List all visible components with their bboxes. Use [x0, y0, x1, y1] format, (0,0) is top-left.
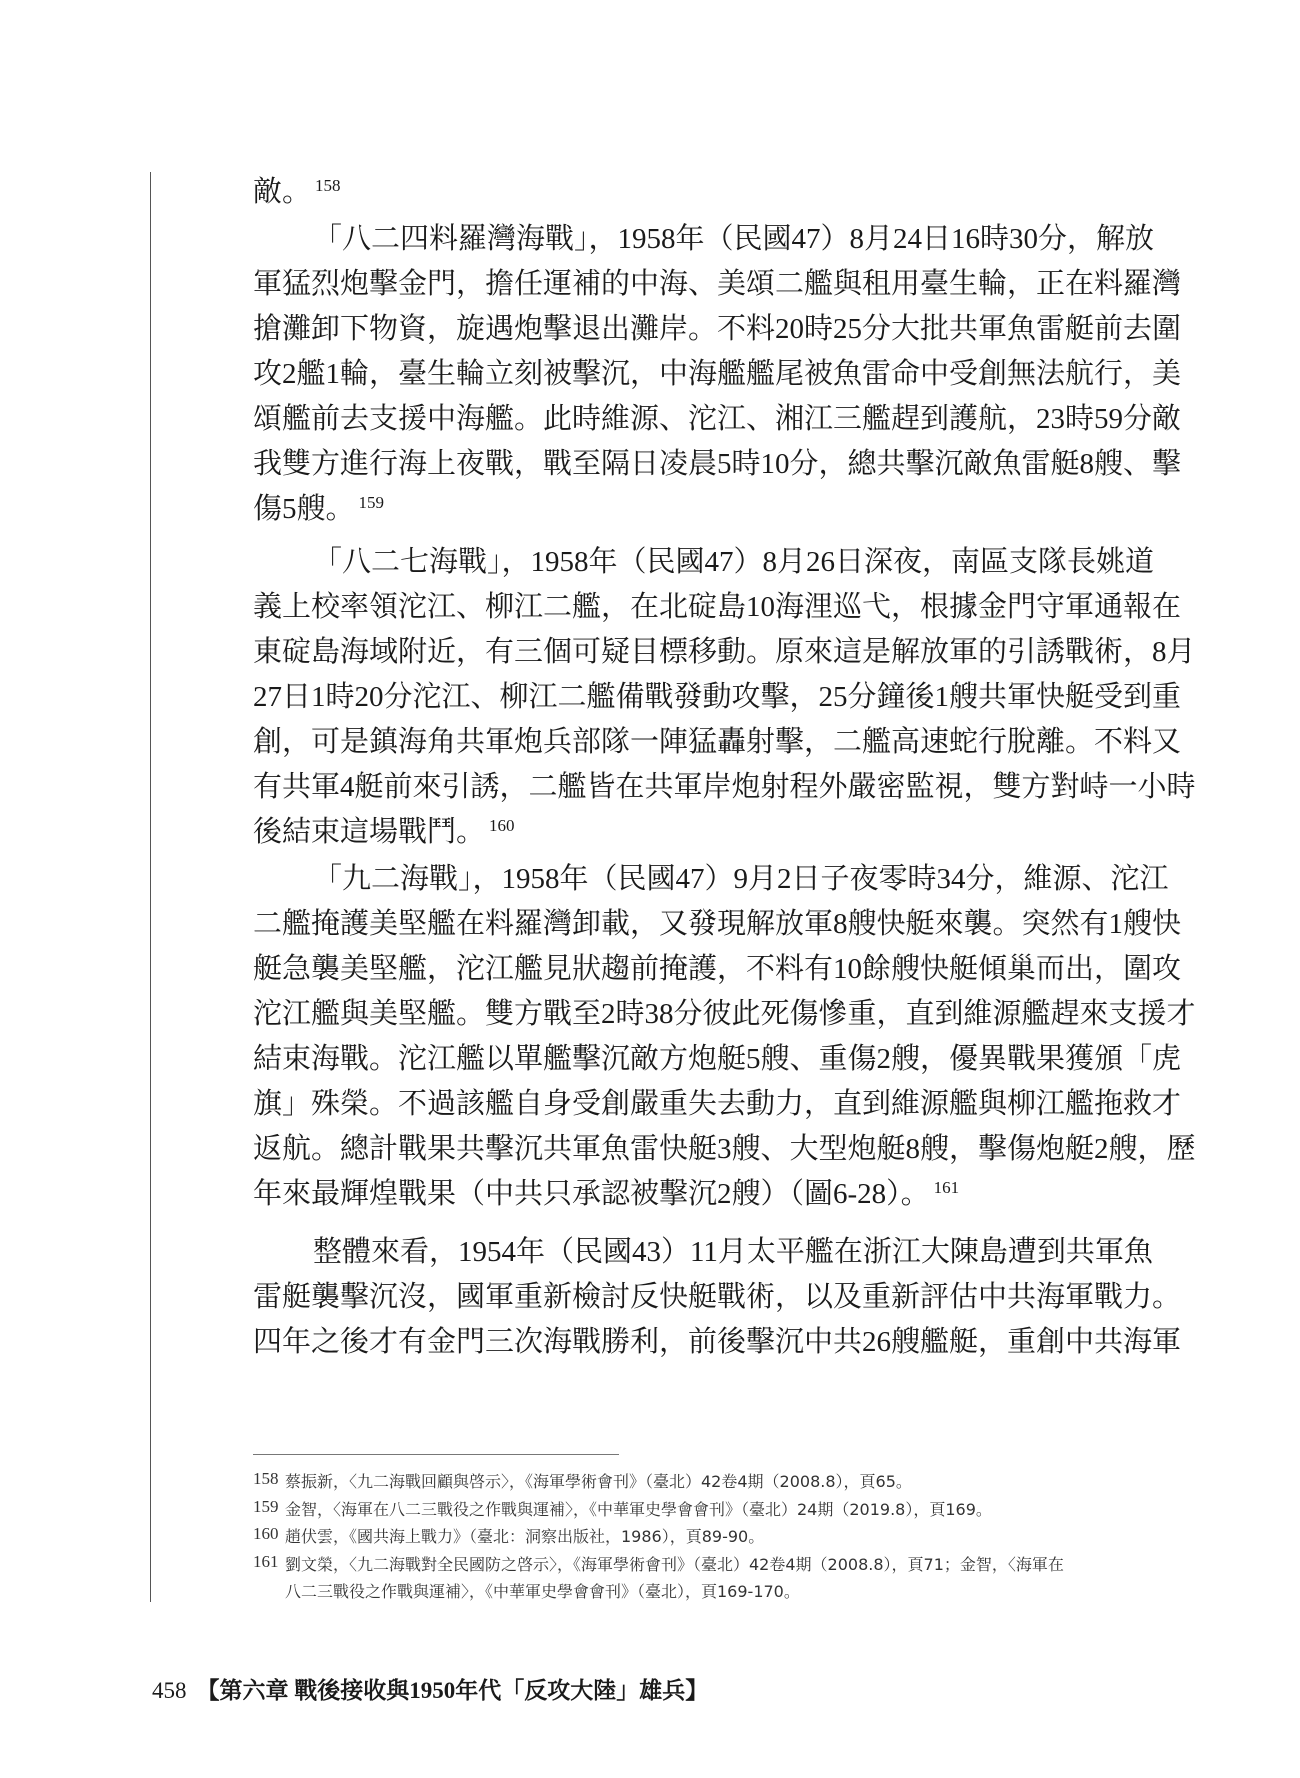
footnotes	[253, 1468, 1133, 1606]
footnote-ref[interactable]: 160	[489, 816, 515, 835]
page-number: 458	[152, 1678, 187, 1703]
text-line: 攻2艦1輪，臺生輪立刻被擊沉，中海艦艦尾被魚雷命中受創無法航行，美	[253, 358, 1182, 390]
text-line: 「八二七海戰」，1958年（民國47）8月26日深夜，南區支隊長姚道	[313, 546, 1155, 578]
text-line: 結束海戰。沱江艦以單艦擊沉敵方炮艇5艘、重傷2艘，優異戰果獲頒「虎	[253, 1043, 1182, 1075]
text-line: 搶灘卸下物資，旋遇炮擊退出灘岸。不料20時25分大批共軍魚雷艇前去圍	[253, 313, 1182, 345]
text-line: 東碇島海域附近，有三個可疑目標移動。原來這是解放軍的引誘戰術，8月	[253, 636, 1196, 668]
text-line: 年來最輝煌戰果（中共只承認被擊沉2艘）（圖6-28）。 $^{161}$	[253, 1178, 960, 1210]
page-footer	[152, 1672, 708, 1705]
text-line: 傷5艘。 $^{159}$	[253, 493, 385, 525]
text-line: 沱江艦與美堅艦。雙方戰至2時38分彼此死傷慘重，直到維源艦趕來支援才	[253, 998, 1196, 1030]
text-line: 義上校率領沱江、柳江二艦，在北碇島10海浬巡弋，根據金門守軍通報在	[253, 591, 1182, 623]
text-line: 27日1時20分沱江、柳江二艦備戰發動攻擊，25分鐘後1艘共軍快艇受到重	[253, 681, 1182, 713]
footnote-ref[interactable]: 158	[315, 176, 341, 195]
text-line: 整體來看，1954年（民國43）11月太平艦在浙江大陳島遭到共軍魚	[313, 1236, 1153, 1268]
text-line: 軍猛烈炮擊金門，擔任運補的中海、美頌二艦與租用臺生輪，正在料羅灣	[253, 268, 1182, 300]
text-line: 我雙方進行海上夜戰，戰至隔日凌晨5時10分，總共擊沉敵魚雷艇8艘、擊	[253, 448, 1182, 480]
text-line: 頌艦前去支援中海艦。此時維源、沱江、湘江三艦趕到護航，23時59分敵	[253, 403, 1182, 435]
footnote-158: 158 蔡振新，〈九二海戰回顧與啓示〉，《海軍學術會刊》（臺北）42卷4期（2008.8），頁65。	[253, 1469, 912, 1491]
text-line: 後結束這場戰鬥。 $^{160}$	[253, 816, 515, 848]
footnote-ref[interactable]: 161	[933, 1178, 960, 1197]
footnote-161: 161 劉文榮，〈九二海戰對全民國防之啓示〉，《海軍學術會刊》（臺北）42卷4期（2008.8），頁71；金智，〈海軍在 八二三戰役之作戰與運補〉，《中華軍史學會會刊》（臺北），頁169-170。	[253, 1551, 1064, 1601]
text-line: 創，可是鎮海角共軍炮兵部隊一陣猛轟射擊，二艦高速蛇行脫離。不料又	[253, 726, 1182, 758]
footnote-divider	[253, 1454, 619, 1455]
paragraph-92-battle	[253, 857, 1196, 1217]
text-line: 四年之後才有金門三次海戰勝利，前後擊沉中共26艘艦艇，重創中共海軍	[253, 1326, 1182, 1358]
footnote-ref[interactable]: 159	[358, 493, 385, 512]
text-line: 雷艇襲擊沉沒，國軍重新檢討反快艇戰術，以及重新評估中共海軍戰力。	[253, 1281, 1182, 1313]
text-line: 艇急襲美堅艦，沱江艦見狀趨前掩護，不料有10餘艘快艇傾巢而出，圍攻	[253, 953, 1182, 985]
text-line: 「九二海戰」，1958年（民國47）9月2日子夜零時34分，維源、沱江	[313, 863, 1169, 895]
paragraph-summary	[253, 1230, 1182, 1365]
paragraph-827-battle	[253, 540, 1196, 855]
text-line: 返航。總計戰果共擊沉共軍魚雷快艇3艘、大型炮艇8艘，擊傷炮艇2艘，歷	[253, 1133, 1196, 1165]
text-line: 敵。 $^{158}$	[253, 176, 341, 208]
footnote-159: 159 金智，〈海軍在八二三戰役之作戰與運補〉，《中華軍史學會會刊》（臺北）24期（2019.8），頁169。	[253, 1496, 992, 1519]
running-head: 【第六章 戰後接收與1950年代「反攻大陸」雄兵】	[196, 1678, 709, 1703]
text-line: 有共軍4艇前來引誘，二艦皆在共軍岸炮射程外嚴密監視，雙方對峙一小時	[253, 771, 1196, 803]
text-line: 二艦掩護美堅艦在料羅灣卸載，又發現解放軍8艘快艇來襲。突然有1艘快	[253, 908, 1182, 940]
paragraph-continuation	[253, 170, 1133, 215]
text-line: 「八二四料羅灣海戰」，1958年（民國47）8月24日16時30分，解放	[313, 223, 1155, 255]
paragraph-824-battle	[253, 217, 1182, 532]
margin-rule	[150, 172, 151, 1602]
text-line: 旗」殊榮。不過該艦自身受創嚴重失去動力，直到維源艦與柳江艦拖救才	[253, 1088, 1182, 1120]
footnote-160: 160 趙伏雲，《國共海上戰力》（臺北：洞察出版社，1986），頁89-90。	[253, 1524, 765, 1546]
